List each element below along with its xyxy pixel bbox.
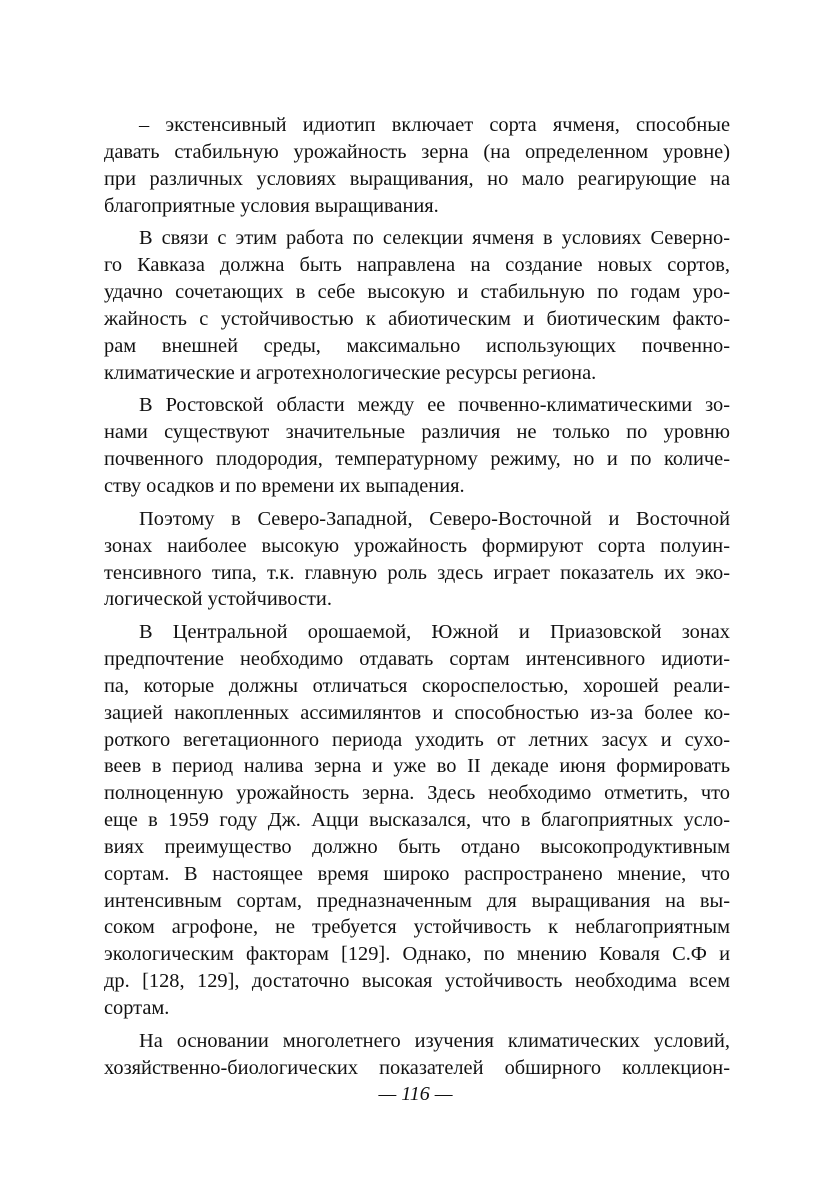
text-line: почвенного плодородия, температурному режиму, но и по количе- [104,448,730,471]
text-line: еще в 1959 году Дж. Ацци высказался, что в благоприятных усло- [104,809,730,832]
text-line: нами существуют значительные различия не только по уровню [104,421,730,444]
text-line: удачно сочетающих в себе высокую и стабильную по годам уро- [104,281,730,304]
text-line: В Центральной орошаемой, Южной и Приазовской зонах [139,621,730,644]
text-line: благоприятные условия выращивания. [104,194,439,217]
text-line: интенсивным сортам, предназначенным для выращивания на вы- [104,889,730,912]
paragraph [104,225,730,386]
text-line: хозяйственно-биологических показателей обширного коллекцион- [104,1056,730,1079]
text-line: зацией накопленных ассимилянтов и способностью из-за более ко- [104,701,730,724]
text-line: полноценную урожайность зерна. Здесь необходимо отметить, что [104,782,730,805]
text-line: давать стабильную урожайность зерна (на определенном уровне) [104,140,730,163]
text-line: – экстенсивный идиотип включает сорта ячменя, способные [139,114,730,136]
paragraph [104,112,730,219]
paragraph [104,1028,730,1082]
text-line: рам внешней среды, максимально использующих почвенно- [104,334,730,357]
text-line: жайность с устойчивостью к абиотическим и биотическим факто- [104,307,730,330]
text-line: На основании многолетнего изучения климатических условий, [139,1029,730,1052]
paragraph [104,392,730,499]
page-number: — 116 — [378,1083,453,1105]
text-line: сортам. В настоящее время широко распространено мнение, что [104,862,730,885]
text-line: па, которые должны отличаться скороспелостью, хорошей реали- [104,674,730,697]
text-line: соком агрофоне, не требуется устойчивость к неблагоприятным [104,916,730,939]
text-line: климатические и агротехнологические ресурсы региона. [104,361,597,384]
text-line: сортам. [104,997,170,1019]
text-line: веев в период налива зерна и уже во II декаде июня формировать [104,755,730,778]
text-line: ству осадков и по времени их выпадения. [104,474,465,497]
text-line: экологическим факторам [129]. Однако, по мнению Коваля С.Ф и [104,943,730,966]
text-line: В Ростовской области между ее почвенно-климатическими зо- [139,394,730,417]
text-line: виях преимущество должно быть отдано высокопродуктивным [104,835,730,858]
body-text [104,112,730,1082]
paragraph [104,619,730,1022]
text-line: логической устойчивости. [104,588,332,611]
text-line: предпочтение необходимо отдавать сортам интенсивного идиоти- [104,648,730,671]
paragraph [104,506,730,613]
text-line: роткого вегетационного периода уходить от летних засух и сухо- [104,728,730,751]
text-line: тенсивного типа, т.к. главную роль здесь играет показатель их эко- [104,561,730,584]
text-line: го Кавказа должна быть направлена на создание новых сортов, [104,254,730,277]
text-line: В связи с этим работа по селекции ячменя в условиях Северно- [139,227,730,250]
text-line: Поэтому в Северо-Западной, Северо-Восточной и Восточной [139,507,730,530]
text-line: др. [128, 129], достаточно высокая устойчивость необходима всем [104,970,730,993]
text-line: зонах наиболее высокую урожайность формируют сорта полуин- [104,534,730,557]
text-line: при различных условиях выращивания, но мало реагирующие на [104,167,730,190]
